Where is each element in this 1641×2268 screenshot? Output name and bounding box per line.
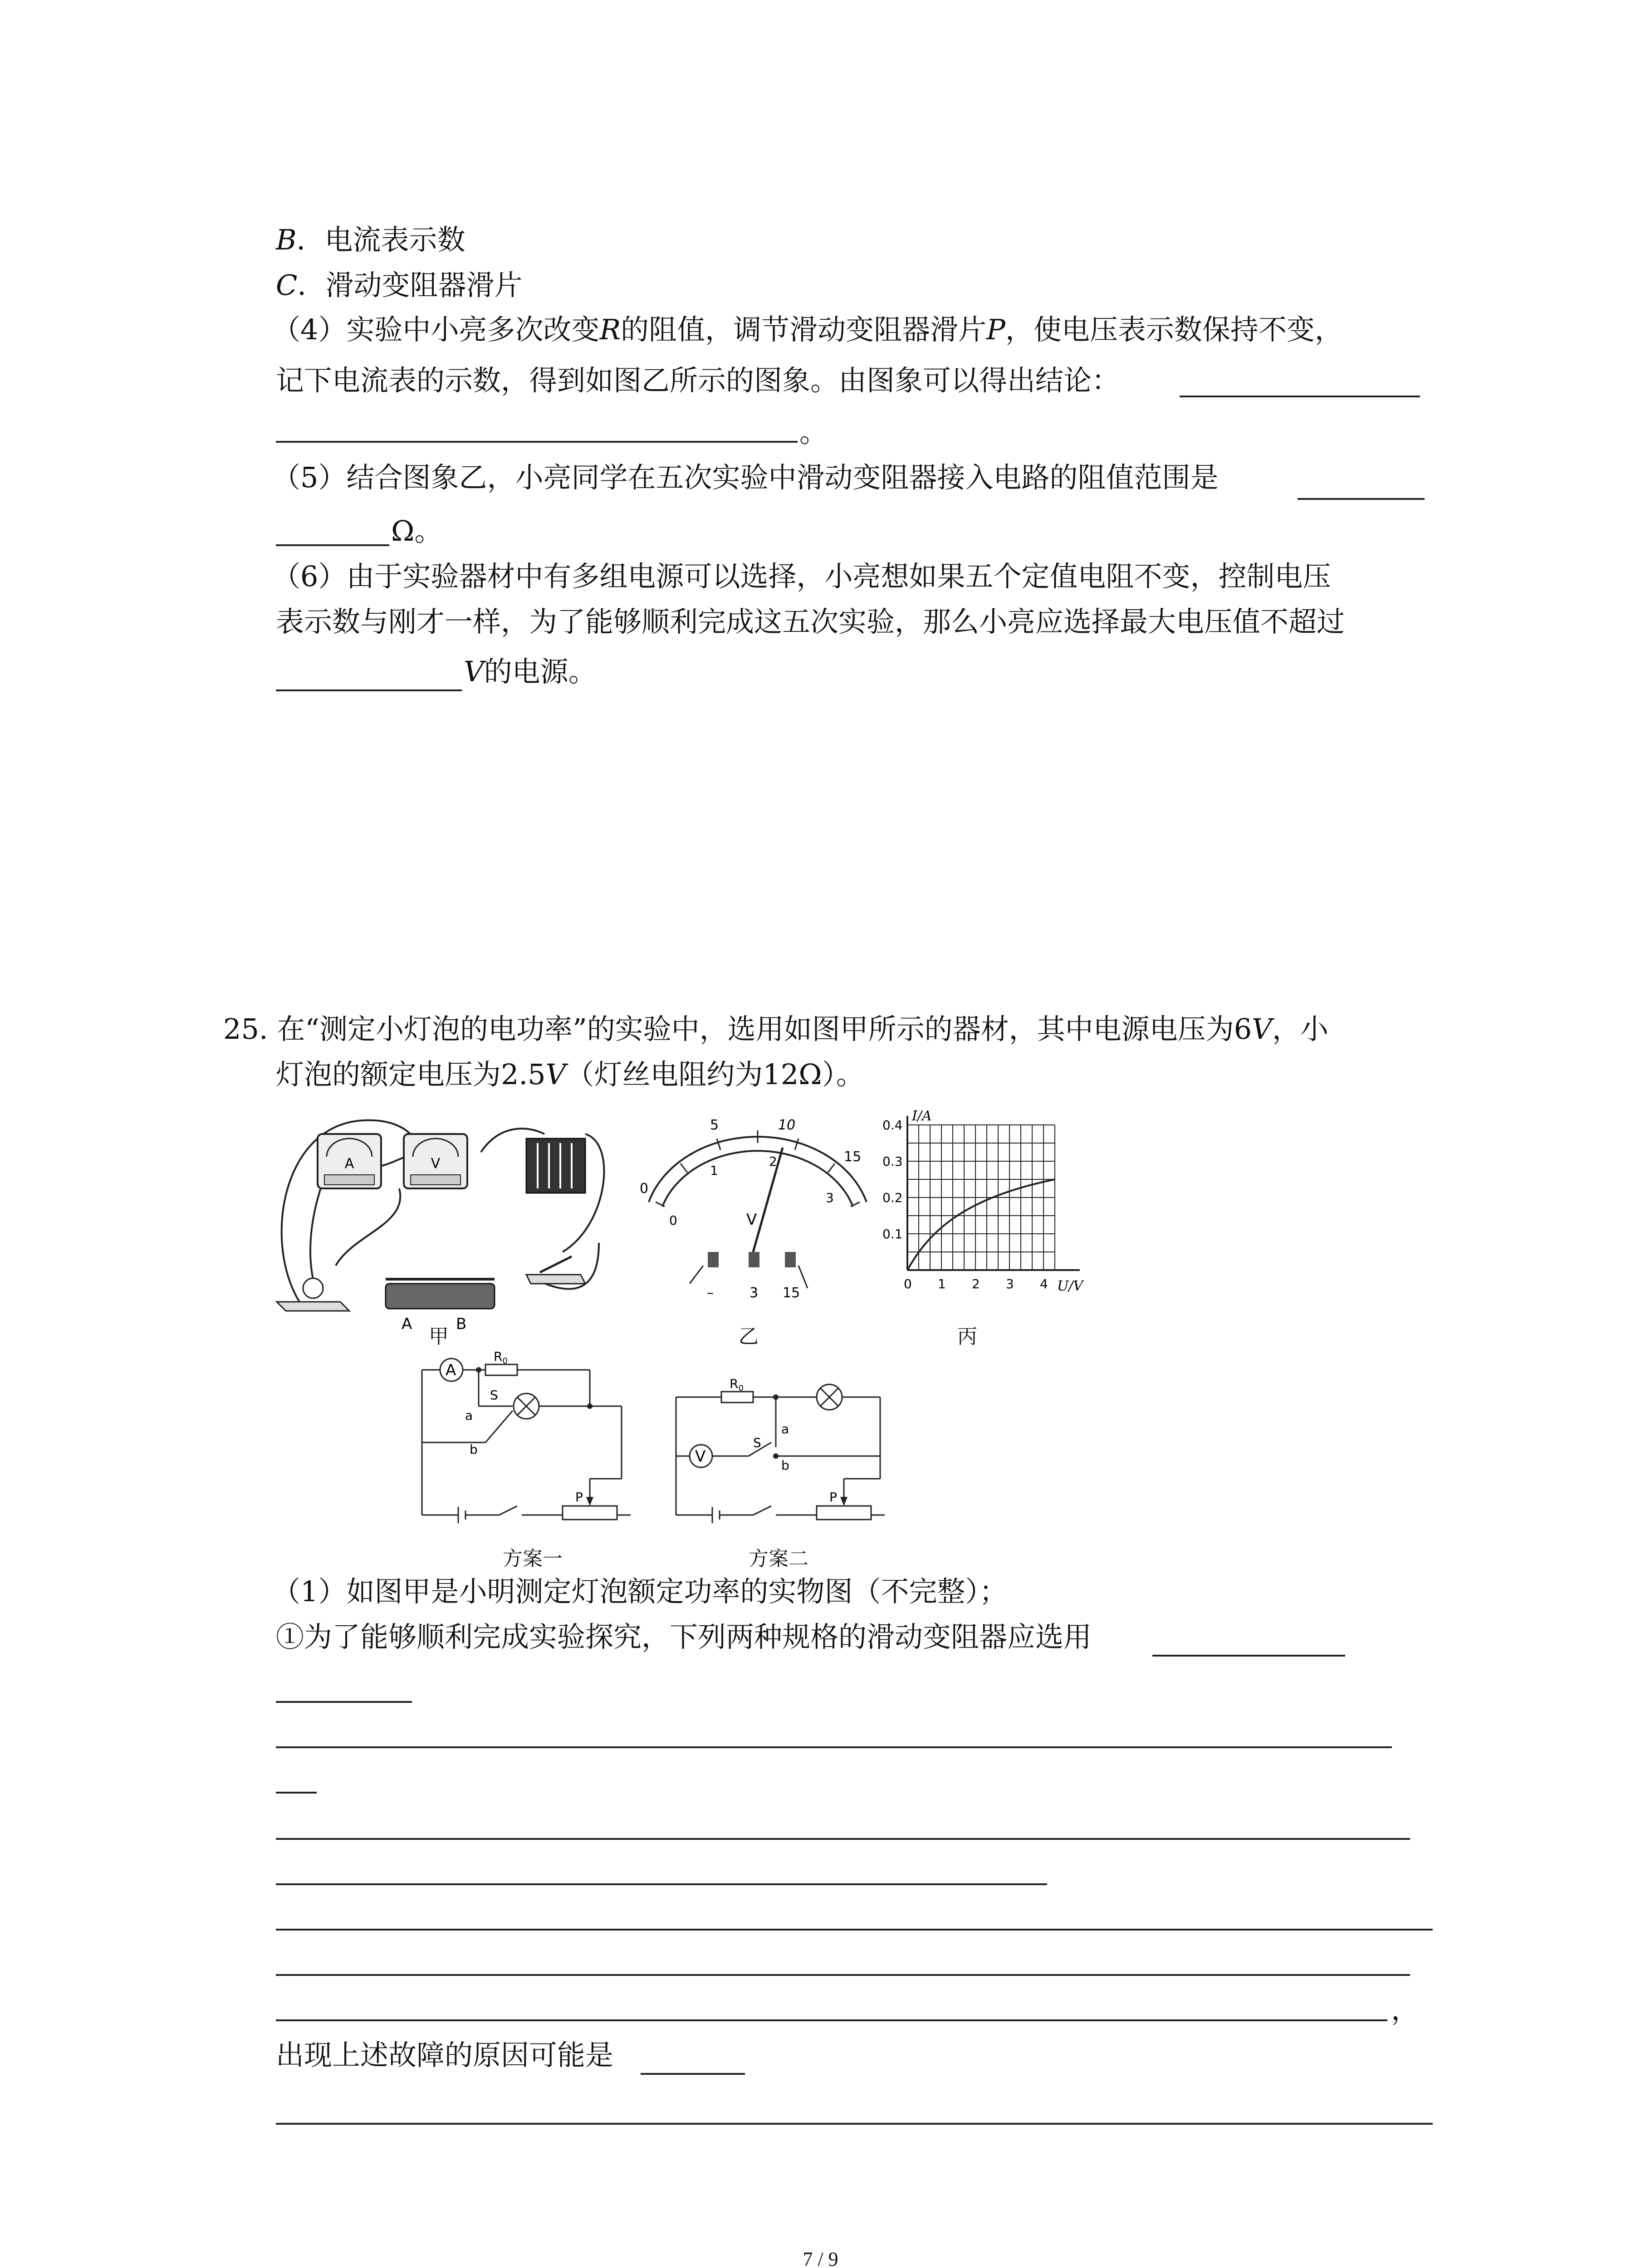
answer-blank[interactable]: [641, 2073, 745, 2075]
svg-text:1: 1: [710, 1163, 718, 1178]
q24-part4-line2: 记下电流表的示数，得到如图乙所示的图象。由图象可以得出结论：: [276, 364, 1120, 397]
comma: ，: [1391, 1993, 1420, 2026]
q25-line1: 25. 在“测定小灯泡的电功率”的实验中，选用如图甲所示的器材，其中电源电压为6V，小: [223, 1012, 1328, 1046]
answer-blank[interactable]: [276, 1838, 1410, 1840]
circuit-plan-two: [662, 1343, 898, 1542]
svg-text:I/A: I/A: [912, 1108, 932, 1124]
figure-iu-graph: [880, 1107, 1116, 1306]
answer-blank[interactable]: [276, 544, 389, 546]
period: 。: [799, 415, 828, 449]
unit-ohm: Ω。: [391, 514, 443, 547]
svg-text:P: P: [575, 1490, 583, 1505]
q25-part1-1: ①为了能够顺利完成实验探究，下列两种规格的滑动变阻器应选用: [276, 1620, 1092, 1653]
answer-blank[interactable]: [276, 1746, 1392, 1748]
figure-caption-jia: 甲: [429, 1325, 449, 1348]
svg-text:R0: $R_0$: [494, 1349, 508, 1366]
q25-fault-line: 出现上述故障的原因可能是: [276, 2038, 614, 2072]
q24-part5-line1: （5）结合图象乙，小亮同学在五次实验中滑动变阻器接入电路的阻值范围是: [272, 461, 1219, 494]
svg-text:0.1: 0.1: [882, 1227, 903, 1242]
answer-blank[interactable]: [276, 689, 462, 691]
q24-part6-line2: 表示数与刚才一样，为了能够顺利完成这五次实验，那么小亮应选择最大电压值不超过: [276, 605, 1345, 638]
svg-text:P: P: [829, 1490, 837, 1505]
answer-blank[interactable]: [276, 441, 798, 443]
svg-text:0.4: 0.4: [882, 1118, 903, 1133]
svg-text:0.2: 0.2: [882, 1190, 903, 1205]
svg-text:3: 3: [1006, 1276, 1014, 1291]
svg-text:–: –: [707, 1285, 714, 1301]
svg-text:R0: $R_0$: [730, 1376, 744, 1393]
svg-text:V: V: [746, 1211, 757, 1229]
svg-text:15: 15: [844, 1149, 862, 1165]
option-c: C．滑动变阻器滑片: [276, 269, 523, 302]
svg-text:0: 0: [640, 1181, 649, 1197]
q25-line2: 灯泡的额定电压为2.5V（灯丝电阻约为12Ω）。: [276, 1058, 864, 1091]
svg-text:0: 0: [669, 1213, 677, 1228]
answer-blank[interactable]: [1298, 498, 1425, 500]
ammeter-label: A: [344, 1156, 354, 1172]
figure-apparatus: [272, 1107, 617, 1334]
svg-text:S: S: [753, 1435, 761, 1450]
svg-text:a: a: [781, 1422, 789, 1437]
q25-part1: （1）如图甲是小明测定灯泡额定功率的实物图（不完整）；: [272, 1575, 1008, 1608]
answer-blank[interactable]: [276, 1974, 1410, 1976]
option-b: B．电流表示数: [276, 223, 465, 256]
q24-part6-line3: V的电源。: [464, 655, 597, 688]
circuit-caption-plan-two: 方案二: [749, 1547, 808, 1570]
figure-caption-yi: 乙: [739, 1325, 759, 1348]
answer-blank[interactable]: [1152, 1655, 1345, 1657]
answer-blank[interactable]: [276, 1883, 1047, 1885]
voltmeter-label: V: [431, 1156, 441, 1172]
svg-text:b: b: [781, 1458, 789, 1473]
svg-text:10: 10: [778, 1117, 796, 1133]
answer-blank[interactable]: [276, 1701, 412, 1703]
svg-text:1: 1: [938, 1276, 946, 1291]
terminal-a-label: A: [402, 1315, 412, 1333]
terminal-b-label: B: [456, 1315, 467, 1333]
svg-text:2: 2: [972, 1276, 980, 1291]
svg-text:4: 4: [1040, 1276, 1048, 1291]
figure-caption-bing: 丙: [957, 1325, 977, 1348]
answer-blank[interactable]: [276, 1929, 1433, 1931]
page-number: 7 / 9: [803, 2248, 838, 2268]
svg-text:b: b: [470, 1442, 478, 1457]
svg-text:U/V: U/V: [1057, 1278, 1083, 1294]
q24-part6-line1: （6）由于实验器材中有多组电源可以选择，小亮想如果五个定值电阻不变，控制电压: [272, 560, 1331, 593]
svg-text:3: 3: [749, 1285, 759, 1301]
figure-voltmeter-dial: [631, 1111, 876, 1306]
svg-text:0.3: 0.3: [882, 1154, 903, 1169]
svg-text:3: 3: [826, 1190, 834, 1205]
svg-text:V: V: [695, 1447, 706, 1466]
svg-text:A: A: [446, 1361, 456, 1379]
svg-text:15: 15: [783, 1285, 800, 1301]
q24-part4-line1: （4）实验中小亮多次改变R的阻值，调节滑动变阻器滑片P，使电压表示数保持不变，: [272, 313, 1343, 346]
answer-blank[interactable]: [1180, 396, 1420, 397]
answer-blank[interactable]: [276, 2123, 1433, 2125]
svg-text:0: 0: [904, 1276, 912, 1291]
svg-text:5: 5: [710, 1117, 719, 1133]
answer-blank[interactable]: [276, 2019, 1387, 2021]
circuit-plan-one: [408, 1343, 644, 1542]
svg-text:S: S: [490, 1388, 498, 1403]
svg-text:2: 2: [769, 1154, 777, 1169]
circuit-caption-plan-one: 方案一: [503, 1547, 563, 1570]
answer-blank[interactable]: [276, 1792, 317, 1794]
svg-text:a: a: [465, 1408, 473, 1423]
